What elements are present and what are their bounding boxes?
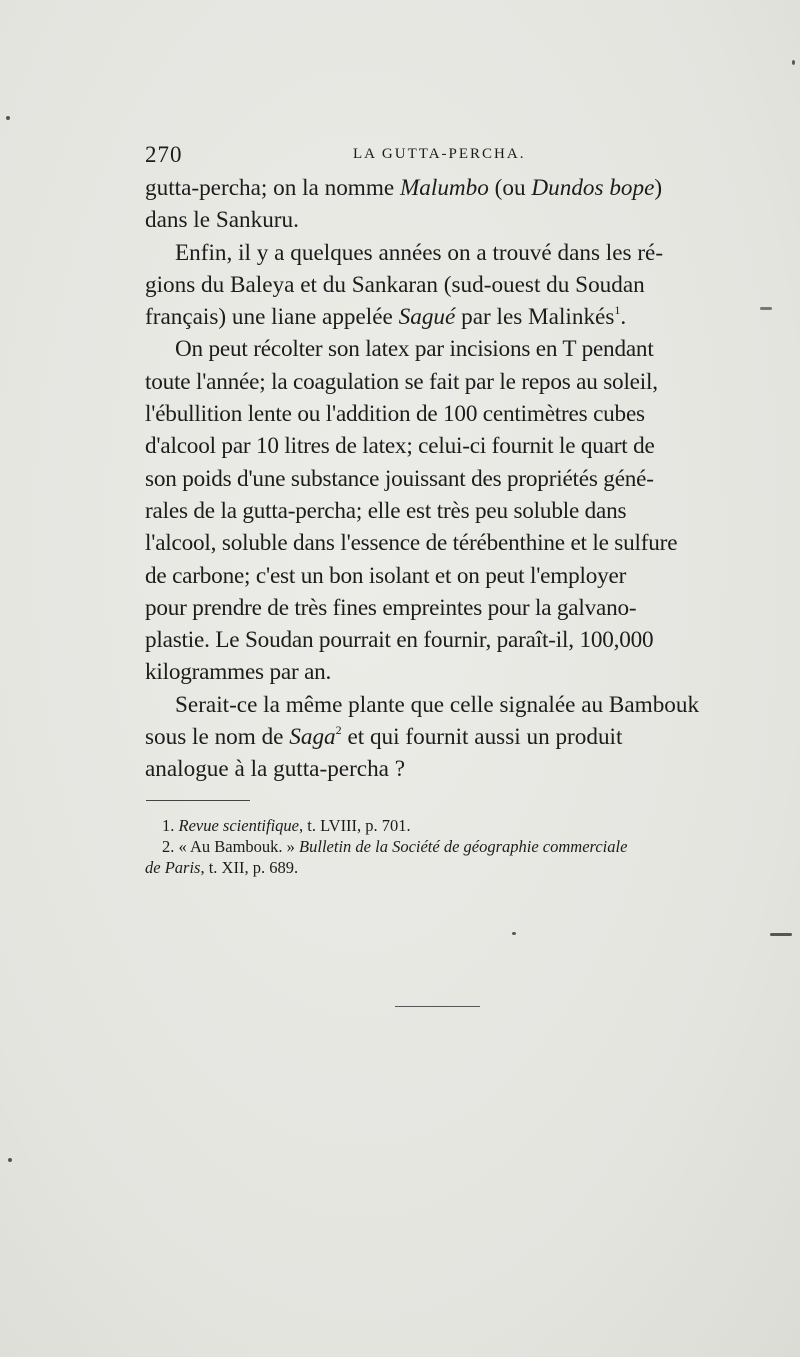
paragraph-1 <box>145 172 755 237</box>
p1-line1 <box>145 175 662 201</box>
footnote-number: 2. <box>162 837 179 856</box>
text-run: sous le nom de <box>145 724 290 751</box>
p3-line: de carbone; c'est un bon isolant et on peut l'employer <box>145 562 627 589</box>
page-number: 270 <box>145 142 183 167</box>
p3-line: l'alcool, soluble dans l'essence de térébenthine et le sulfure <box>145 530 678 557</box>
text-run: . <box>620 304 627 331</box>
italic-plant-name: Malumbo <box>399 175 489 201</box>
end-ornament-rule <box>395 1006 480 1007</box>
p3-line: l'ébullition lente ou l'addition de 100 centimètres cubes <box>145 401 645 428</box>
scan-speck <box>770 933 792 936</box>
italic-plant-name: Dundos bope <box>531 175 655 201</box>
scan-speck <box>760 307 772 310</box>
text-run: (ou <box>488 175 532 201</box>
p3-line: kilogrammes par an. <box>145 659 332 686</box>
scan-speck <box>6 116 10 120</box>
footnote-citation: , t. XII, p. 689. <box>200 858 299 877</box>
paragraph-4 <box>145 689 755 786</box>
footnote-separator <box>146 800 250 801</box>
p3-line: son poids d'une substance jouissant des propriétés géné- <box>145 465 654 492</box>
text-run: français) une liane appelée <box>145 304 399 331</box>
footnote-2 <box>145 836 755 878</box>
page-header <box>145 142 755 168</box>
footnote-quote: « Au Bambouk. » <box>178 837 300 856</box>
footnote-source-title: de Paris <box>145 858 201 877</box>
footnote-citation: , t. LVIII, p. 701. <box>299 816 411 835</box>
p2-line3 <box>145 304 626 330</box>
footnote-ref-2[interactable]: 2 <box>335 723 342 738</box>
p2-line1: Enfin, il y a quelques années on a trouvé dans les ré- <box>175 239 664 266</box>
footnote-number: 1. <box>162 816 179 835</box>
footnote-source-title: Revue scientifique <box>178 816 299 835</box>
p3-line: d'alcool par 10 litres de latex; celui-ci fournit le quart de <box>145 433 655 460</box>
p3-line: toute l'année; la coagulation se fait par le repos au soleil, <box>145 368 658 395</box>
scan-speck <box>792 60 795 65</box>
scan-speck <box>512 932 516 935</box>
body-text <box>145 172 755 786</box>
p4-line3: analogue à la gutta-percha ? <box>145 756 406 783</box>
running-title: LA GUTTA-PERCHA. <box>353 146 526 162</box>
text-run: par les Malinkés <box>455 304 615 331</box>
p4-line1: Serait-ce la même plante que celle signalée au Bambouk <box>175 691 700 718</box>
paragraph-3 <box>145 333 755 688</box>
italic-plant-name: Sagué <box>398 304 456 331</box>
text-run: ) <box>654 175 663 201</box>
p3-line: plastie. Le Soudan pourrait en fournir, paraît-il, 100,000 <box>145 627 654 654</box>
italic-plant-name: Saga <box>289 724 336 751</box>
footnote-ref-1[interactable]: 1 <box>614 303 621 318</box>
p3-line: pour prendre de très fines empreintes pour la galvano- <box>145 594 637 621</box>
footnote-source-title: Bulletin de la Société de géographie commerciale <box>299 837 628 856</box>
p4-line2 <box>145 724 622 750</box>
scan-speck <box>8 1158 12 1162</box>
text-run: gutta-percha; on la nomme <box>145 175 400 201</box>
footnote-1 <box>145 815 755 836</box>
p3-line: On peut récolter son latex par incisions en T pendant <box>175 336 654 363</box>
p2-line2: gions du Baleya et du Sankaran (sud-ouest du Soudan <box>145 271 645 298</box>
p3-line: rales de la gutta-percha; elle est très peu soluble dans <box>145 497 627 524</box>
paragraph-2 <box>145 237 755 334</box>
text-run: et qui fournit aussi un produit <box>341 724 623 751</box>
p1-line2: dans le Sankuru. <box>145 207 299 234</box>
footnotes <box>145 815 755 878</box>
